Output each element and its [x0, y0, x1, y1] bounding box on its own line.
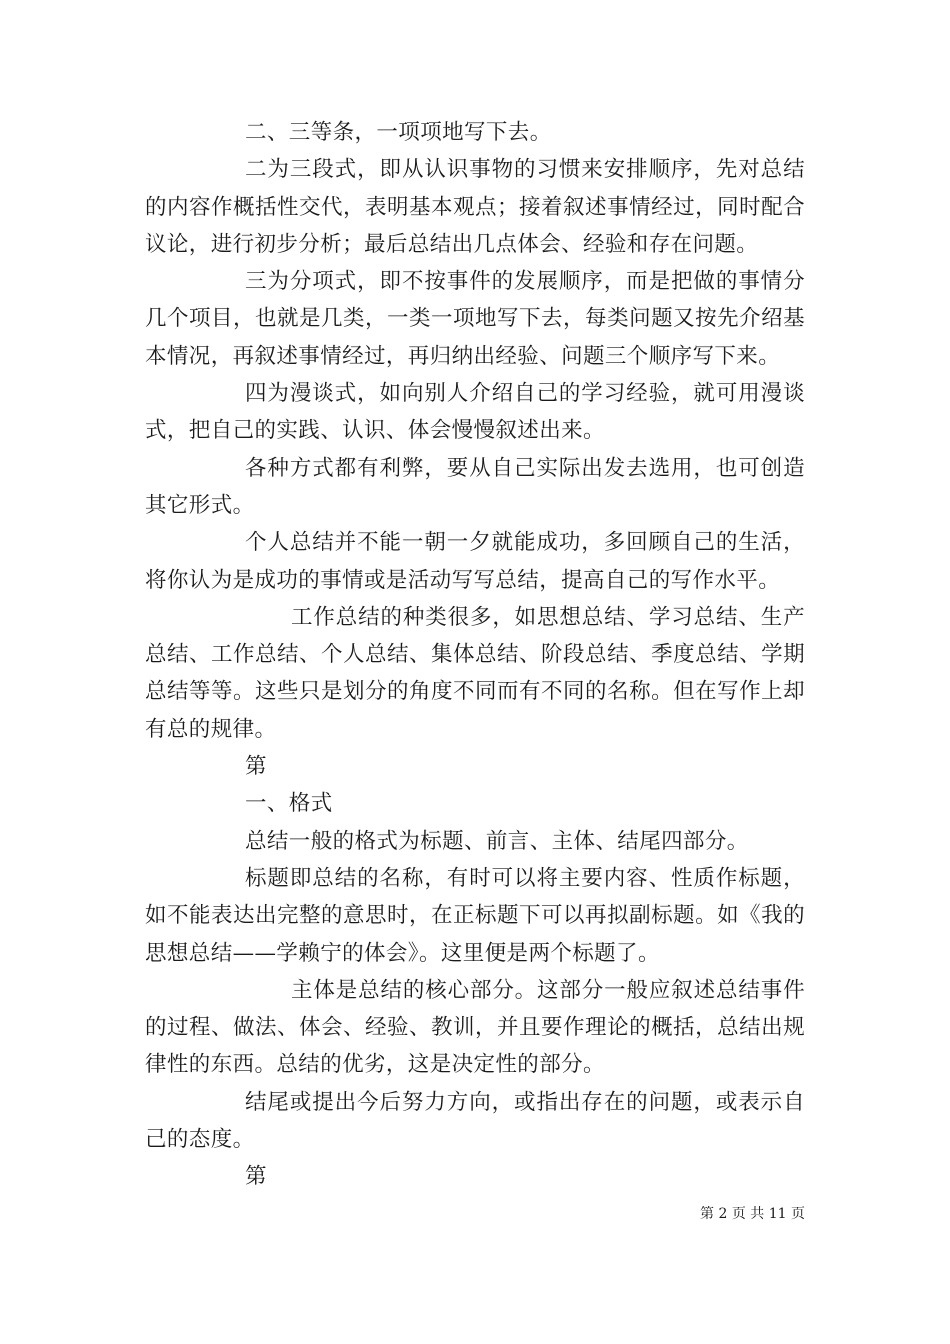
paragraph: 结尾或提出今后努力方向，或指出存在的问题，或表示自己的态度。 — [145, 1089, 805, 1153]
paragraph: 工作总结的种类很多，如思想总结、学习总结、生产总结、工作总结、个人总结、集体总结、阶段总结、季度总结、学期总结等等。这些只是划分的角度不同而有不同的名称。但在写作上却有总的规律。 — [145, 604, 805, 742]
paragraph: 标题即总结的名称，有时可以将主要内容、性质作标题，如不能表达出完整的意思时，在正标题下可以再拟副标题。如《我的思想总结——学赖宁的体会》。这里便是两个标题了。 — [145, 865, 805, 966]
section-marker: 第 — [245, 754, 267, 780]
paragraph: 各种方式都有利弊，要从自己实际出发去选用，也可创造其它形式。 — [145, 455, 805, 518]
paragraph: 总结一般的格式为标题、前言、主体、结尾四部分。 — [245, 828, 749, 854]
paragraph: 二为三段式，即从认识事物的习惯来安排顺序，先对总结的内容作概括性交代，表明基本观点；接着叙述事情经过，同时配合议论，进行初步分析；最后总结出几点体会、经验和存在问题。 — [145, 157, 805, 257]
paragraph: 三为分项式，即不按事件的发展顺序，而是把做的事情分几个项目，也就是几类，一类一项地写下去，每类问题又按先介绍基本情况，再叙述事情经过，再归纳出经验、问题三个顺序写下来。 — [145, 269, 805, 369]
paragraph: 二、三等条，一项项地写下去。 — [245, 120, 552, 145]
section-heading: 一、格式 — [245, 791, 333, 817]
page-number-footer: 第 2 页 共 11 页 — [700, 1206, 805, 1222]
paragraph: 主体是总结的核心部分。这部分一般应叙述总结事件的过程、做法、体会、经验、教训，并且要作理论的概括，总结出规律性的东西。总结的优劣，这是决定性的部分。 — [145, 977, 805, 1078]
paragraph: 个人总结并不能一朝一夕就能成功，多回顾自己的生活，将你认为是成功的事情或是活动写写总结，提高自己的写作水平。 — [145, 530, 805, 593]
document-body — [145, 114, 805, 1196]
section-marker: 第 — [245, 1164, 267, 1190]
paragraph: 四为漫谈式，如向别人介绍自己的学习经验，就可用漫谈式，把自己的实践、认识、体会慢慢叙述出来。 — [145, 381, 805, 444]
